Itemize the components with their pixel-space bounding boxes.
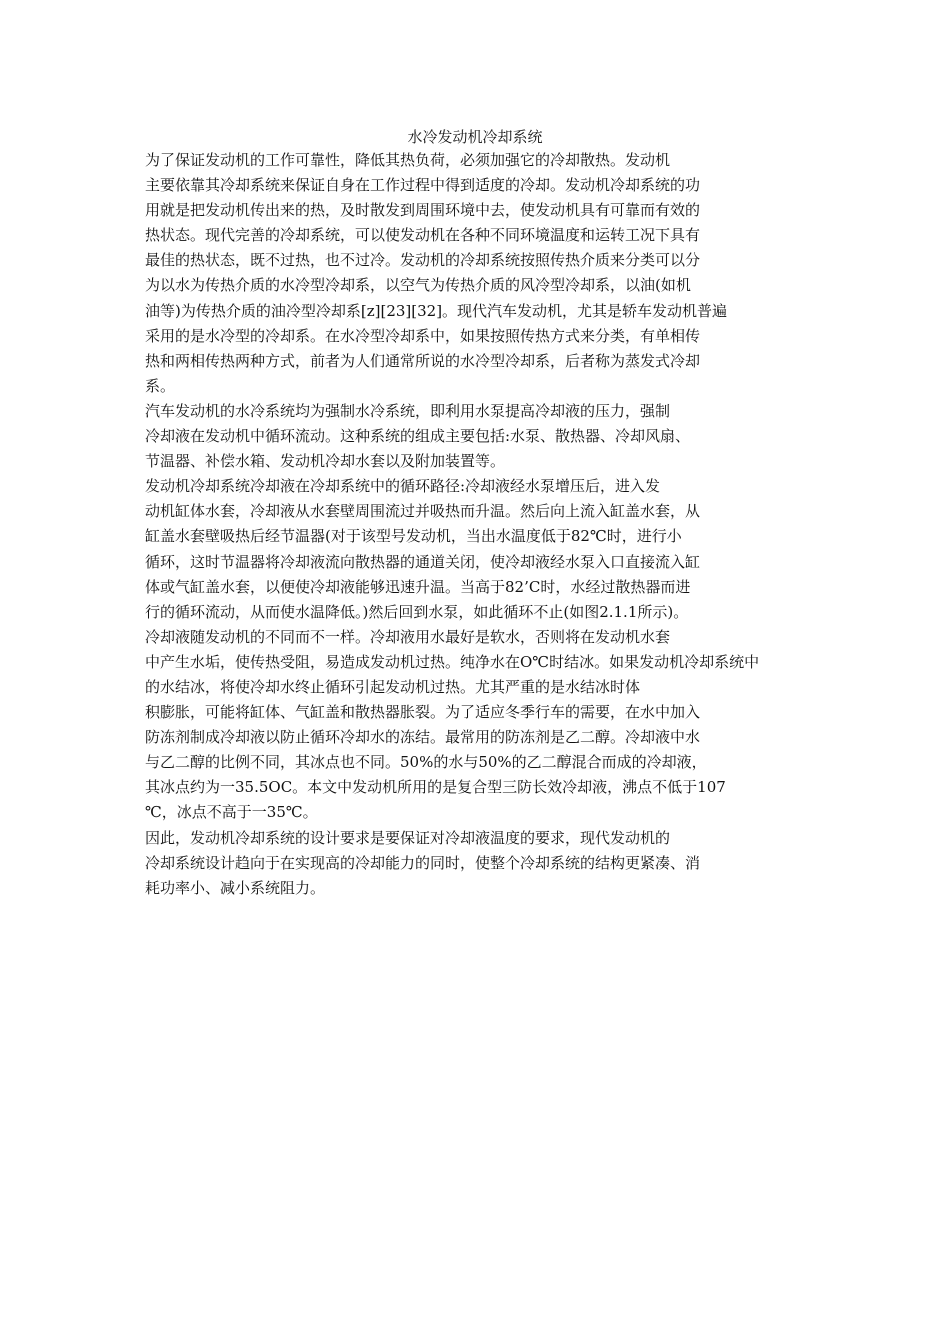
text-line: 中产生水垢，使传热受阻，易造成发动机过热。纯净水在O℃时结冰。如果发动机冷却系统中 <box>145 652 760 671</box>
text-line: 节温器、补偿水箱、发动机冷却水套以及附加装置等。 <box>145 452 506 471</box>
text-line: 油等)为传热介质的油冷型冷却系[z][23][32]。现代汽车发动机，尤其是轿车发动机普遍 <box>145 301 728 320</box>
text-line: 发动机冷却系统冷却液在冷却系统中的循环路径:冷却液经水泵增压后，进入发 <box>145 477 661 496</box>
text-line: 冷却液随发动机的不同而不一样。冷却液用水最好是软水，否则将在发动机水套 <box>145 627 671 646</box>
text-line: 动机缸体水套，冷却液从水套壁周围流过并吸热而升温。然后向上流入缸盖水套，从 <box>145 502 701 521</box>
text-line: 热状态。现代完善的冷却系统，可以使发动机在各种不同环境温度和运转工况下具有 <box>145 226 701 245</box>
text-line: 因此，发动机冷却系统的设计要求是要保证对冷却液温度的要求，现代发动机的 <box>145 828 671 847</box>
text-line: 为了保证发动机的工作可靠性，降低其热负荷，必须加强它的冷却散热。发动机 <box>145 151 671 169</box>
text-line: 行的循环流动，从而使水温降低。)然后回到水泵，如此循环不止(如图2.1.1所示)。 <box>145 602 689 621</box>
document-title: 水冷发动机冷却系统 <box>407 128 543 146</box>
text-line: 系。 <box>145 376 176 395</box>
text-line: 体或气缸盖水套，以便使冷却液能够迅速升温。当高于82’C时，水经过散热器而进 <box>145 577 691 596</box>
text-line: 热和两相传热两种方式，前者为人们通常所说的水冷型冷却系，后者称为蒸发式冷却 <box>145 351 701 370</box>
text-line: 的水结冰，将使冷却水终止循环引起发动机过热。尤其严重的是水结冰时体 <box>145 677 641 696</box>
text-line: 循环，这时节温器将冷却液流向散热器的通道关闭，使冷却液经水泵入口直接流入缸 <box>145 552 701 571</box>
text-line: 其冰点约为一35.5OC。本文中发动机所用的是复合型三防长效冷却液，沸点不低于107 <box>145 778 726 797</box>
text-line: ℃，冰点不高于一35℃。 <box>145 803 318 822</box>
document-body <box>145 148 810 901</box>
text-line: 冷却系统设计趋向于在实现高的冷却能力的同时，使整个冷却系统的结构更紧凑、消 <box>145 853 701 872</box>
text-line: 最佳的热状态，既不过热，也不过冷。发动机的冷却系统按照传热介质来分类可以分 <box>145 251 701 270</box>
text-line: 主要依靠其冷却系统来保证自身在工作过程中得到适度的冷却。发动机冷却系统的功 <box>145 176 701 195</box>
text-line: 冷却液在发动机中循环流动。这种系统的组成主要包括:水泵、散热器、冷却风扇、 <box>145 427 691 446</box>
text-line: 为以水为传热介质的水冷型冷却系，以空气为传热介质的风冷型冷却系，以油(如机 <box>145 276 691 295</box>
text-line: 缸盖水套壁吸热后经节温器(对于该型号发动机，当出水温度低于82℃时，进行小 <box>145 527 682 546</box>
text-line: 积膨胀，可能将缸体、气缸盖和散热器胀裂。为了适应冬季行车的需要，在水中加入 <box>145 703 701 722</box>
text-line: 采用的是水冷型的冷却系。在水冷型冷却系中，如果按照传热方式来分类，有单相传 <box>145 326 701 345</box>
text-line: 与乙二醇的比例不同，其冰点也不同。50%的水与50%的乙二醇混合而成的冷却液， <box>145 753 707 772</box>
text-line: 汽车发动机的水冷系统均为强制水冷系统，即利用水泵提高冷却液的压力，强制 <box>145 401 671 420</box>
text-line: 耗功率小、减小系统阻力。 <box>145 878 326 897</box>
text-line: 用就是把发动机传出来的热，及时散发到周围环境中去，使发动机具有可靠而有效的 <box>145 201 701 220</box>
text-line: 防冻剂制成冷却液以防止循环冷却水的冻结。最常用的防冻剂是乙二醇。冷却液中水 <box>145 728 701 747</box>
